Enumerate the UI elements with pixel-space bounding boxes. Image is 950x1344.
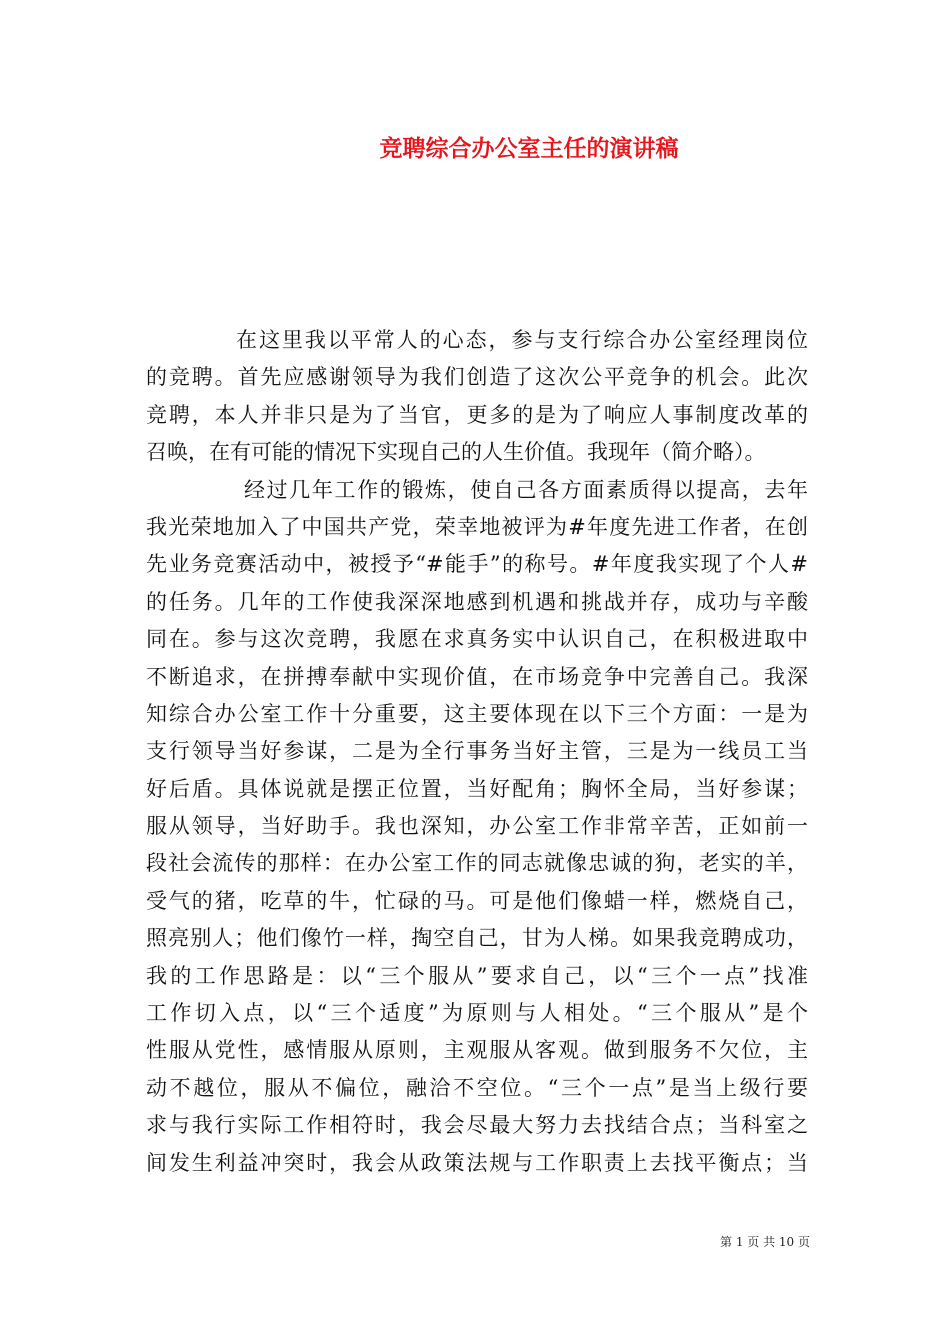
text-line: 照亮别人；他们像竹一样，掏空自己，甘为人梯。如果我竞聘成功， bbox=[146, 926, 808, 951]
text-line: 服从领导，当好助手。我也深知，办公室工作非常辛苦，正如前一 bbox=[146, 814, 808, 839]
text-line: 工作切入点，以“三个适度”为原则与人相处。“三个服从”是个 bbox=[146, 1001, 808, 1026]
text-line: 好后盾。具体说就是摆正位置，当好配角；胸怀全局，当好参谋； bbox=[146, 776, 808, 801]
document-title: 竞聘综合办公室主任的演讲稿 bbox=[379, 135, 679, 162]
text-line: 受气的猪，吃草的牛，忙碌的马。可是他们像蜡一样，燃烧自己， bbox=[146, 888, 808, 913]
text-line: 先业务竞赛活动中，被授予“#能手”的称号。#年度我实现了个人# bbox=[146, 552, 808, 577]
text-line: 的竞聘。首先应感谢领导为我们创造了这次公平竞争的机会。此次 bbox=[146, 365, 808, 390]
text-line: 间发生利益冲突时，我会从政策法规与工作职责上去找平衡点；当 bbox=[146, 1150, 808, 1175]
document-body bbox=[146, 322, 808, 1182]
paragraph bbox=[146, 322, 808, 472]
text-line: 的任务。几年的工作使我深深地感到机遇和挑战并存，成功与辛酸 bbox=[146, 589, 808, 614]
text-line: 我的工作思路是：以“三个服从”要求自己，以“三个一点”找准 bbox=[146, 963, 808, 988]
text-line: 段社会流传的那样：在办公室工作的同志就像忠诚的狗，老实的羊， bbox=[146, 851, 808, 876]
text-line: 知综合办公室工作十分重要，这主要体现在以下三个方面：一是为 bbox=[146, 701, 808, 726]
text-line: 召唤，在有可能的情况下实现自己的人生价值。我现年（简介略）。 bbox=[146, 440, 766, 465]
text-line: 性服从党性，感情服从原则，主观服从客观。做到服务不欠位，主 bbox=[146, 1038, 808, 1063]
paragraph bbox=[146, 472, 808, 1182]
text-line: 竞聘，本人并非只是为了当官，更多的是为了响应人事制度改革的 bbox=[146, 402, 808, 427]
text-line: 同在。参与这次竞聘，我愿在求真务实中认识自己，在积极进取中 bbox=[146, 627, 808, 652]
text-line: 求与我行实际工作相符时，我会尽最大努力去找结合点；当科室之 bbox=[146, 1113, 808, 1138]
text-line: 经过几年工作的锻炼，使自己各方面素质得以提高，去年 bbox=[244, 477, 808, 502]
text-line: 支行领导当好参谋，二是为全行事务当好主管，三是为一线员工当 bbox=[146, 739, 808, 764]
text-line: 动不越位，服从不偏位，融洽不空位。“三个一点”是当上级行要 bbox=[146, 1075, 808, 1100]
text-line: 在这里我以平常人的心态，参与支行综合办公室经理岗位 bbox=[236, 328, 808, 352]
page-number-footer: 第 1 页 共 10 页 bbox=[720, 1235, 810, 1249]
text-line: 不断追求，在拼搏奉献中实现价值，在市场竞争中完善自己。我深 bbox=[146, 664, 808, 689]
text-line: 我光荣地加入了中国共产党，荣幸地被评为#年度先进工作者，在创 bbox=[146, 514, 808, 539]
